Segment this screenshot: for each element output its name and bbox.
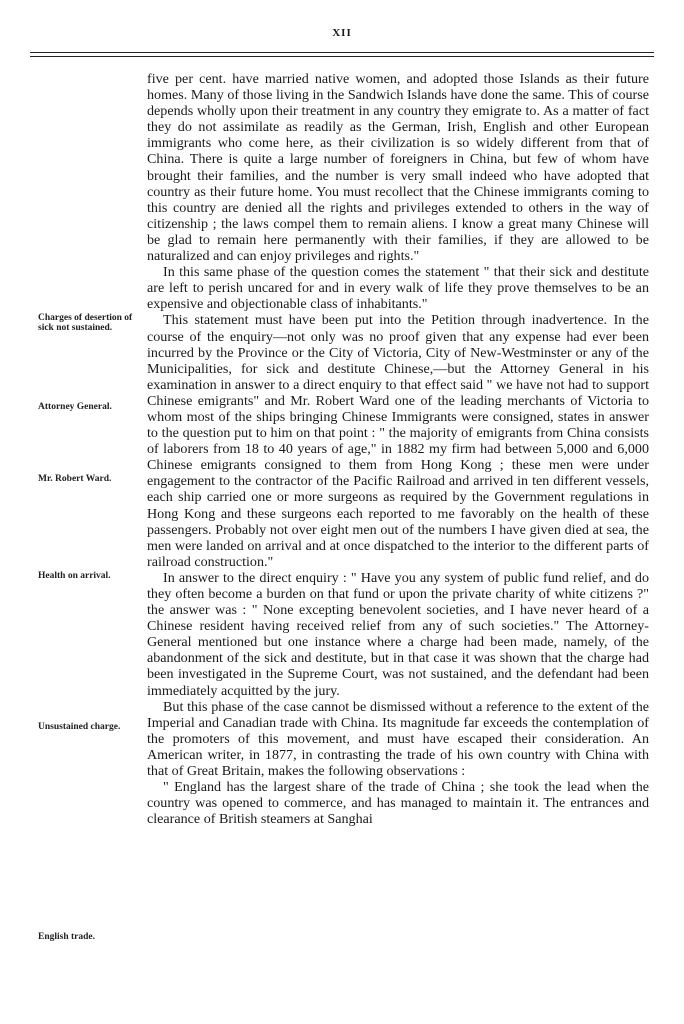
paragraph: In answer to the direct enquiry : " Have you any system of public fund relief, and do they often become a burden on that fund or upon the private charity of white citizens ?" the answer was : " None excepting benevolent societies, and I have never heard of a Chinese resident having received relief from any of such societies." The Attorney-General mentioned but one instance where a charge had been made, namely, of the abandonment of the sick and destitute, but in that case it was shown that the charge had been investigated in the Supreme Court, was not sustained, and the defendant had been immediately acquitted by the jury. (147, 569, 649, 699)
paragraph: five per cent. have married native women, and adopted those Islands as their future homes. Many of those living in the Sandwich Islands have done the same. This of course depends wholly upon their treatment in any country they emigrate to. As a matter of fact they do not assimilate as readily as the German, Irish, English and other European immigrants who come here, as their civilization is so widely different from that of China. There is quite a large number of foreigners in China, but few of whom have brought their families, and the number is very small indeed who have adopted that country as their future home. You must recollect that the Chinese immigrants coming to this country are denied all the rights and privileges extended to others in the way of citizenship ; the laws compel them to remain aliens. I know a great many Chinese will be glad to remain here permanently with their families, if they are allowed to be naturalized and can enjoy privileges and rights." (147, 71, 649, 265)
header-rule-bottom (30, 56, 654, 57)
body-text (147, 71, 649, 827)
paragraph: In this same phase of the question comes the statement " that their sick and destitute are left to perish uncared for and in every walk of life they prove themselves to be an expensive and objectionable class of inhabitants." (147, 264, 649, 313)
margin-note-unsustained-charge: Unsustained charge. (38, 722, 121, 732)
paragraph: This statement must have been put into the Petition through inadvertence. In the course of the enquiry—not only was no proof given that any expense had ever been incurred by the Province or the City of Victoria, City of New-Westminster or any of the Municipalities, for sick and destitute Chinese,—but the Attorney General in his examination in answer to a direct enquiry to that effect said " we have not had to support Chinese emigrants" and Mr. Robert Ward one of the leading merchants of Victoria to whom most of the ships bringing Chinese Immigrants were consigned, states in answer to the question put to him on that point : " the majority of emigrants from China consists of laborers from 18 to 40 years of age," in 1882 my firm had between 5,000 and 6,000 Chinese emigrants consigned to them from Hong Kong ; these men were under engagement to the contractor of the Pacific Railroad and arrived in ten different vessels, each ship carried one or more surgeons as required by the Government regulations in Hong Kong and these surgeons each reported to me favorably on the health of these passengers. Probably not over eight men out of the numbers I have given died at sea, the men were landed on arrival and at once dispatched to the interior to the different parts of railroad construction." (147, 312, 649, 570)
margin-note-health-on-arrival: Health on arrival. (38, 571, 111, 581)
margin-note-desertion: Charges of desertion of sick not sustained. (38, 313, 133, 333)
paragraph: " England has the largest share of the trade of China ; she took the lead when the country was opened to commerce, and has managed to maintain it. The entrances and clearance of British steamers at Sanghai (147, 779, 649, 828)
paragraph: But this phase of the case cannot be dismissed without a reference to the extent of the Imperial and Canadian trade with China. Its magnitude far exceeds the contemplation of the promoters of this movement, and must have escaped their consideration. An American writer, in 1877, in contrasting the trade of his own country with China with that of Great Britain, makes the following observations : (147, 698, 649, 780)
page-number: XII (332, 27, 352, 39)
margin-note-attorney-general: Attorney General. (38, 402, 112, 412)
margin-note-robert-ward: Mr. Robert Ward. (38, 474, 112, 484)
margin-note-english-trade: English trade. (38, 932, 96, 942)
header-rule-top (30, 52, 654, 53)
